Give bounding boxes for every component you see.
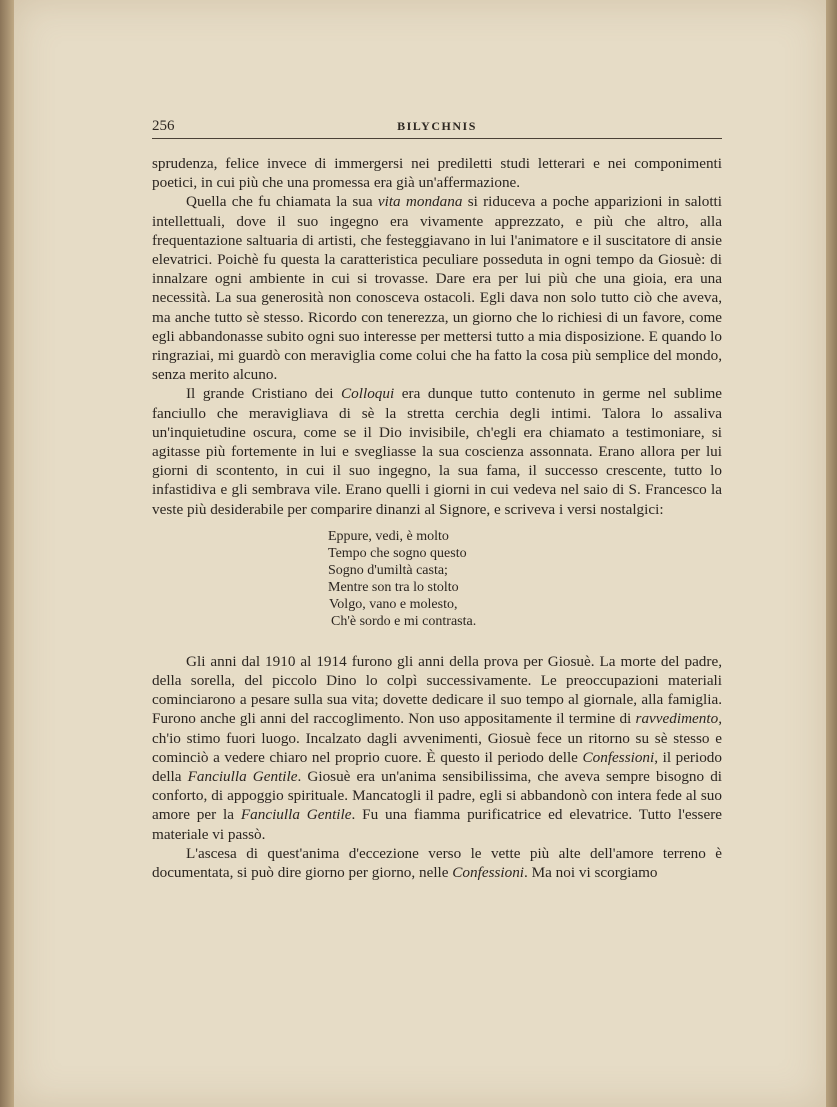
paragraphs-after-poem: [152, 652, 722, 882]
body-text: [152, 154, 722, 882]
poem-line: Volgo, vano e molesto,: [329, 596, 458, 612]
text-run: . Fu una fiamma purificatrice ed elevatrice. Tutto l'essere materiale vi passò.: [152, 806, 722, 843]
text-run: era dunque tutto contenuto in germe nel sublime fanciullo che meravigliava di sè la stretta cerchia degli intimi. Talora lo assaliva un'inquietudine oscura, come se il Dio invisibile, ch'egli era chiamato a testimoniare, si agitasse più fortemente in lui e svegliasse la sua coscienza assonnata. Erano allora per lui giorni di scontento, in cui il suo ingegno, la sua fama, il successo crescente, tutto lo infastidiva e gli sembrava vile. Erano quelli i giorni in cui vedeva nel saio di S. Francesco la veste più desiderabile per comparire dinanzi al Signore, e scriveva i versi nostalgici:: [152, 385, 723, 518]
paragraph: [152, 844, 722, 882]
text-run: . Ma noi vi scorgiamo: [524, 864, 658, 882]
text-run: Gli anni dal 1910 al 1914 furono gli anni della prova per Giosuè. La morte del padre, della sorella, del piccolo Dino lo colpì successivamente. Le preoccupazioni materiali cominciarono a pesare sulla sua vita; dovette dedicare il suo tempo al giornale, alla famiglia. Furono anche gli anni del raccoglimento. Non uso appositamente il termine di: [152, 652, 722, 728]
poem-block: [328, 528, 722, 630]
text-run: sprudenza, felice invece di immergersi nei prediletti studi letterari e nei componimenti poetici, in cui più che una promessa era già un'affermazione.: [152, 155, 722, 192]
poem-line: Sogno d'umiltà casta;: [328, 562, 448, 578]
paragraph: [152, 154, 722, 192]
text-run: , il periodo della: [152, 748, 722, 786]
page-number: 256: [152, 118, 175, 134]
italic-text: Colloqui: [341, 385, 395, 403]
page-left-edge: [0, 0, 14, 1107]
text-run: , ch'io stimo fuori luogo. Incalzato dagli avvenimenti, Giosuè fece un ritorno su sè stesso e cominciò a vedere chiaro nel proprio cuore. È questo il periodo delle: [152, 710, 722, 766]
italic-text: Confessioni: [452, 864, 525, 882]
italic-text: ravvedimento: [635, 710, 719, 728]
poem-line: Eppure, vedi, è molto: [328, 528, 449, 544]
italic-text: Fanciulla Gentile: [187, 768, 298, 786]
poem-line: Tempo che sogno questo: [328, 545, 467, 561]
paragraph: [152, 652, 722, 844]
text-run: Quella che fu chiamata la sua: [186, 193, 378, 211]
text-run: . Giosuè era un'anima sensibilissima, che aveva sempre bisogno di conforto, di appoggio spirituale. Mancatogli il padre, egli si abbandonò con intera fede al suo amore per la: [152, 768, 723, 824]
paragraph: [152, 192, 722, 384]
italic-text: vita mondana: [377, 193, 463, 211]
paragraphs-before-poem: [152, 154, 722, 519]
text-run: L'ascesa di quest'anima d'eccezione verso le vette più alte dell'amore terreno è documentata, si può dire giorno per giorno, nelle: [152, 844, 722, 882]
italic-text: Fanciulla Gentile: [240, 806, 352, 824]
poem-line: Mentre son tra lo stolto: [328, 579, 459, 595]
text-run: Il grande Cristiano dei: [186, 385, 342, 403]
page-right-edge: [826, 0, 837, 1107]
poem-line: Ch'è sordo e mi contrasta.: [331, 613, 477, 629]
running-title: BILYCHNIS: [397, 119, 477, 133]
text-run: si riduceva a poche apparizioni in salotti intellettuali, dove il suo ingegno era vivamente apprezzato, e più che altro, alla frequentazione saltuaria di artisti, che festeggiavano in lui l'animatore e il suscitatore di ansie elevatrici. Poichè fu questa la caratteristica peculiare posseduta in ogni tempo da Giosuè: di innalzare ogni ambiente in cui si trovasse. Dare era per lui più che una gioia, era una necessità. La sua generosità non conosceva ostacoli. Egli dava non solo tutto ciò che aveva, ma anche tutto sè stesso. Ricordo con tenerezza, un giorno che lo richiesi di un favore, come egli abbandonasse subito ogni suo interesse per mettersi tutto a mia disposizione. E quando lo ringraziai, mi guardò con meraviglia come colui che ha fatto la cosa più semplice del mondo, senza merito alcuno.: [152, 193, 722, 384]
italic-text: Confessioni: [582, 748, 655, 766]
paragraph: [152, 384, 722, 518]
running-header: [152, 116, 722, 139]
